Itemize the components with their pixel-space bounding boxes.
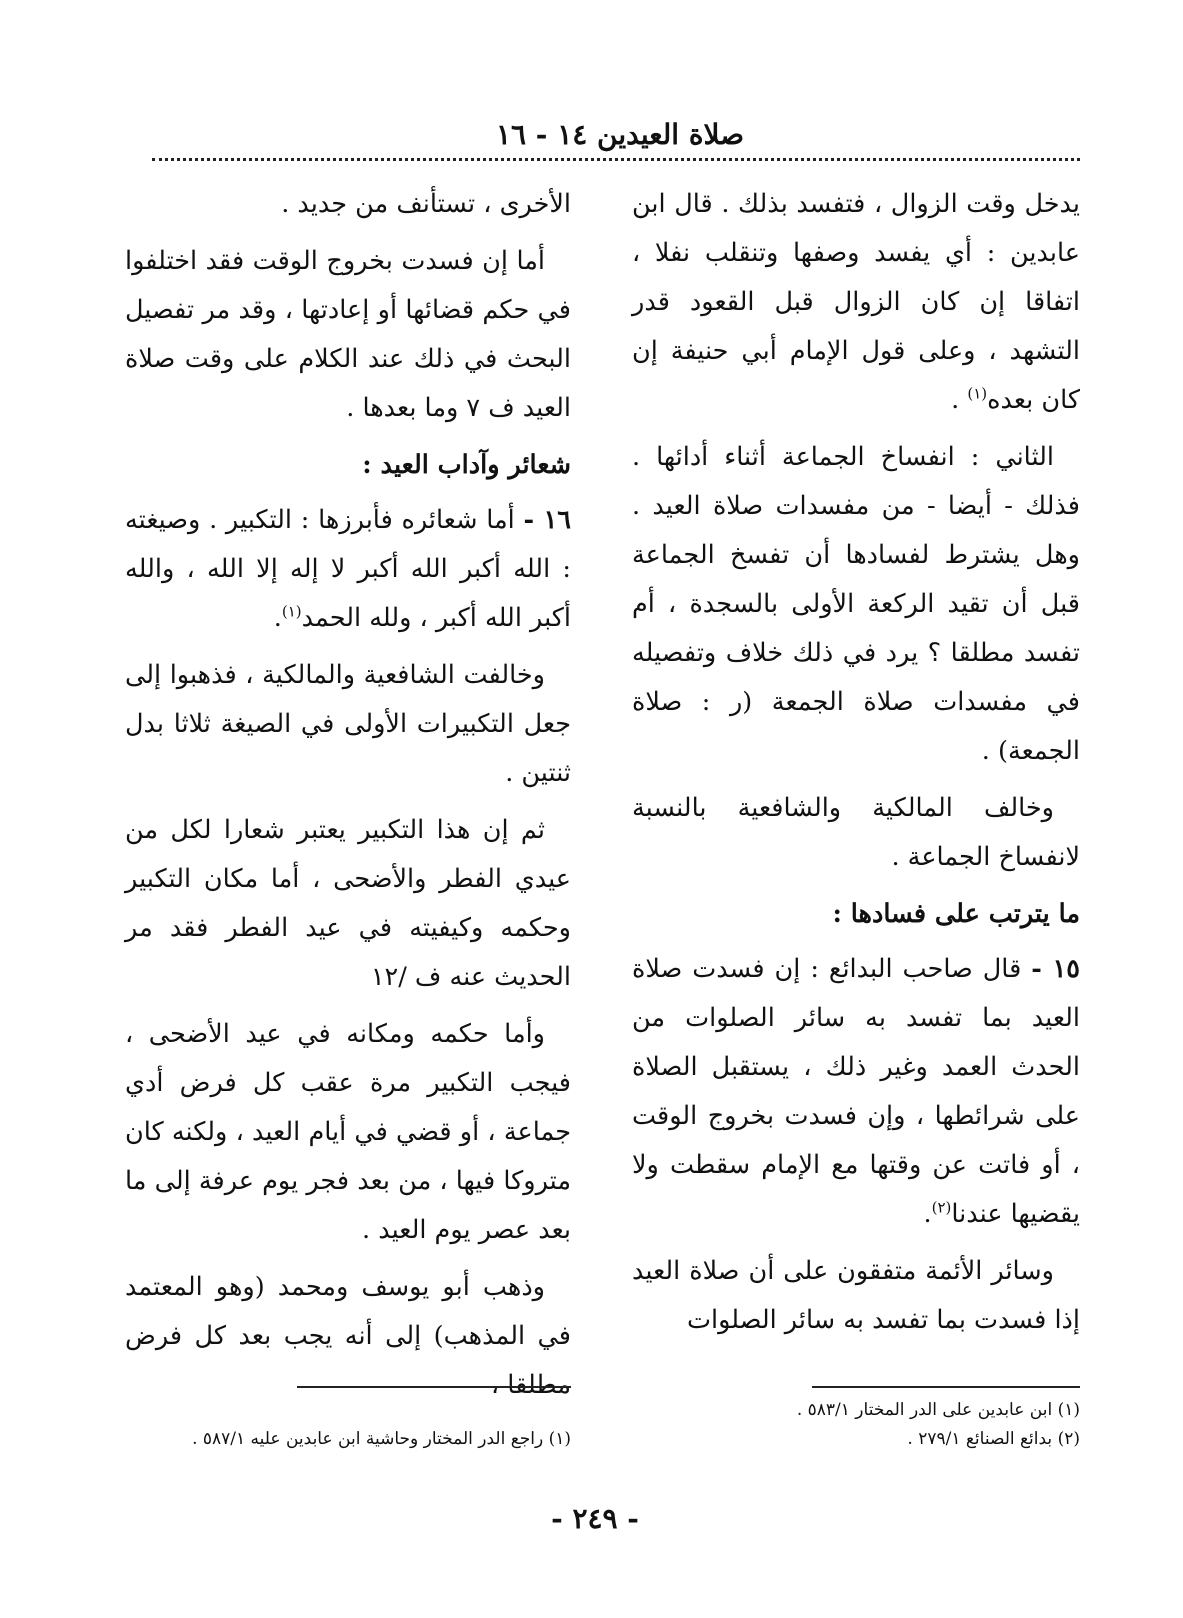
footnote: (١) ابن عابدين على الدر المختار ٥٨٣/١ .	[796, 1400, 1080, 1420]
footnote-ref: (١)	[967, 384, 988, 403]
footnote-divider	[812, 1386, 1080, 1388]
paragraph-number: ١٥ -	[1031, 954, 1080, 984]
section-heading: ما يترتب على فسادها :	[832, 899, 1080, 929]
footnotes-left	[125, 1425, 571, 1454]
footnote-ref: (٢)	[931, 1198, 952, 1217]
paragraph	[125, 496, 571, 643]
paragraph	[632, 180, 1080, 425]
footnote: (٢) بدائع الصنائع ٢٧٩/١ .	[907, 1429, 1080, 1449]
left-column	[125, 180, 571, 1418]
paragraph: الأخرى ، تستأنف من جديد .	[281, 189, 571, 219]
paragraph-text: أما شعائره فأبرزها : التكبير . وصيغته : الله أكبر الله أكبر لا إله إلا الله ، والله أكبر الله أكبر ، ولله الحمد	[125, 505, 571, 633]
paragraph-number: ١٦ -	[523, 505, 571, 535]
footnote: (١) راجع الدر المختار وحاشية ابن عابدين عليه ٥٨٧/١ .	[192, 1429, 571, 1449]
paragraph-end: .	[273, 603, 282, 633]
right-column	[632, 180, 1080, 1353]
footnotes-right	[632, 1396, 1080, 1454]
paragraph-end: .	[923, 1199, 932, 1229]
paragraph: ثم إن هذا التكبير يعتبر شعارا لكل من عيدي الفطر والأضحى ، أما مكان التكبير وحكمه وكيفيته في عيد الفطر فقد مر الحديث عنه ف /١٢	[125, 815, 571, 992]
page-title: صلاة العيدين ١٤ - ١٦	[495, 118, 744, 151]
paragraph: أما إن فسدت بخروج الوقت فقد اختلفوا في حكم قضائها أو إعادتها ، وقد مر تفصيل البحث في ذلك عند الكلام على وقت صلاة العيد ف ٧ وما بعدها .	[125, 246, 571, 423]
paragraph-text: يدخل وقت الزوال ، فتفسد بذلك . قال ابن عابدين : أي يفسد وصفها وتنقلب نفلا ، اتفاقا إن كان الزوال قبل القعود قدر التشهد ، وعلى قول الإمام أبي حنيفة إن كان بعده	[632, 189, 1080, 415]
section-heading: شعائر وآداب العيد :	[362, 450, 571, 480]
footnote-divider	[297, 1386, 571, 1388]
paragraph: وسائر الأئمة متفقون على أن صلاة العيد إذا فسدت بما تفسد به سائر الصلوات	[632, 1256, 1080, 1335]
paragraph-end: .	[951, 385, 968, 415]
paragraph: وخالفت الشافعية والمالكية ، فذهبوا إلى جعل التكبيرات الأولى في الصيغة ثلاثا بدل ثنتين .	[125, 660, 571, 788]
header-divider	[152, 158, 1080, 161]
paragraph: وأما حكمه ومكانه في عيد الأضحى ، فيجب التكبير مرة عقب كل فرض أدي جماعة ، أو قضي في أيام العيد ، ولكنه كان متروكا فيها ، من بعد فجر يوم عرفة إلى ما بعد عصر يوم العيد .	[125, 1019, 571, 1245]
page-number: - ٢٤٩ -	[551, 1502, 639, 1535]
paragraph: وذهب أبو يوسف ومحمد (وهو المعتمد في المذهب) إلى أنه يجب بعد كل فرض مطلقا ،	[125, 1272, 571, 1400]
paragraph-text: قال صاحب البدائع : إن فسدت صلاة العيد بما تفسد به سائر الصلوات من الحدث العمد وغير ذلك ، يستقبل الصلاة على شرائطها ، وإن فسدت بخروج الوقت ، أو فاتت عن وقتها مع الإمام سقطت ولا يقضيها عندنا	[632, 954, 1080, 1229]
paragraph	[632, 945, 1080, 1239]
footnote-ref: (١)	[281, 602, 302, 621]
paragraph: الثاني : انفساخ الجماعة أثناء أدائها . فذلك - أيضا - من مفسدات صلاة العيد . وهل يشترط لفسادها أن تفسخ الجماعة قبل أن تقيد الركعة الأولى بالسجدة ، أم تفسد مطلقا ؟ يرد في ذلك خلاف وتفصيله في مفسدات صلاة الجمعة (ر : صلاة الجمعة) .	[632, 442, 1080, 766]
paragraph: وخالف المالكية والشافعية بالنسبة لانفساخ الجماعة .	[632, 793, 1080, 872]
